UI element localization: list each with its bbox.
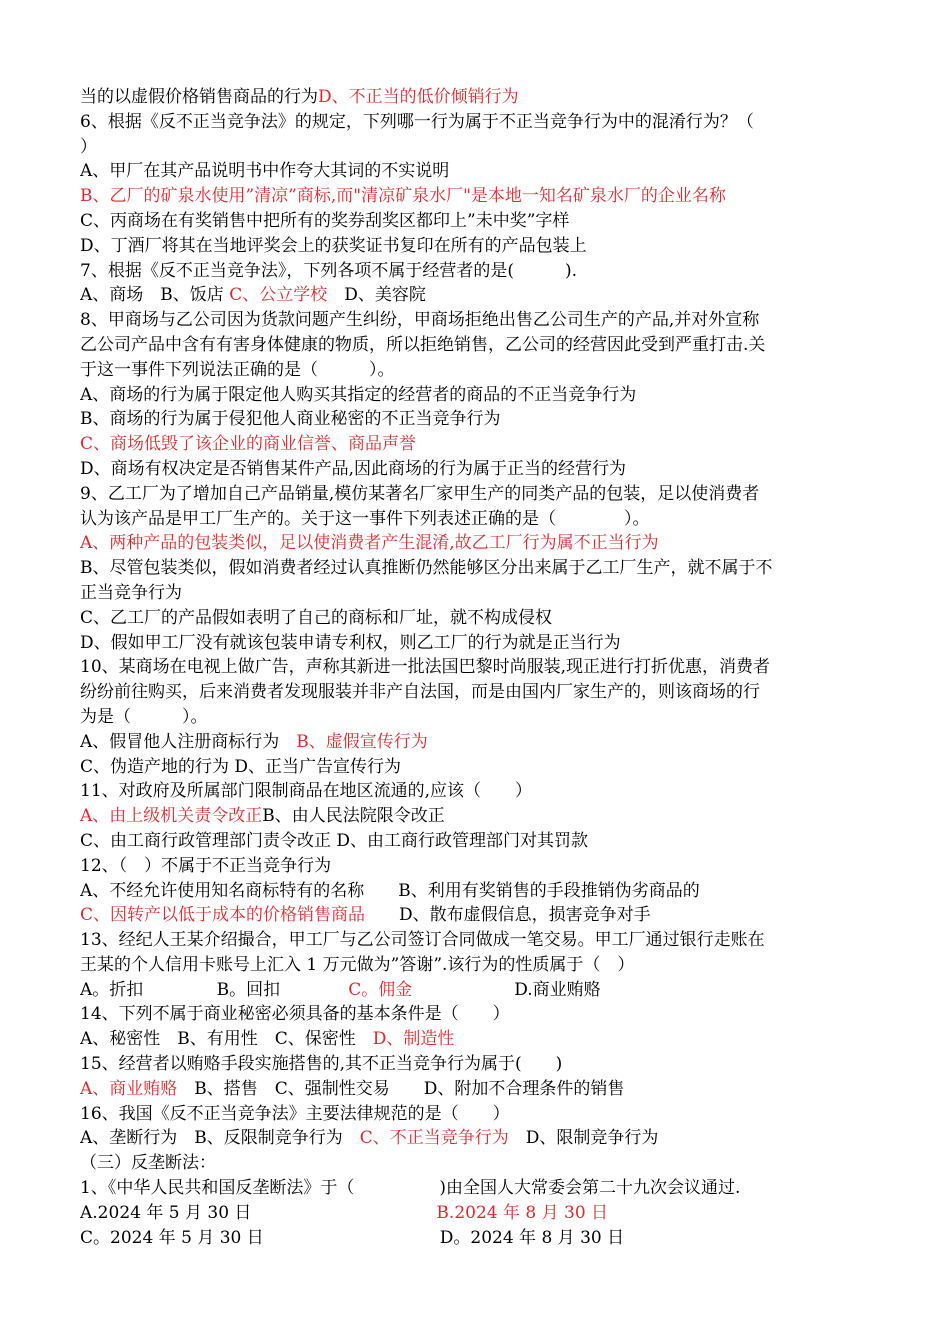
text-run: B、商场的行为属于侵犯他人商业秘密的不正当竞争行为 (80, 409, 501, 430)
answer-highlight: C、不正当竞争行为 (359, 1128, 509, 1149)
text-line (80, 383, 872, 408)
text-run: A.2024 年 5 月 30 日 (80, 1202, 252, 1223)
text-run: 当的以虚假价格销售商品的行为 (80, 87, 318, 107)
text-line (80, 1151, 872, 1176)
text-line (80, 779, 872, 804)
text-run: 王某的个人信用卡账号上汇入 1 万元做为”答谢”.该行为的性质属于（ ） (80, 954, 635, 975)
text-run: D、丁酒厂将其在当地评奖会上的获奖证书复印在所有的产品包装上 (80, 235, 587, 256)
answer-highlight: A、两种产品的包装类似，足以使消费者产生混淆,故乙工厂行为属不正当行为 (80, 533, 659, 554)
text-run: C、伪造产地的行为 D、正当广告宣传行为 (80, 756, 402, 777)
text-line (80, 159, 872, 184)
text-line (80, 755, 872, 780)
text-run: B、由人民法院限令改正 (262, 806, 445, 827)
text-run: D、美容院 (327, 285, 426, 306)
text-line (80, 581, 872, 606)
answer-highlight: A、由上级机关责令改正 (80, 806, 263, 827)
text-run: 于这一事件下列说法正确的是（ ）。 (80, 359, 395, 380)
text-line (80, 1077, 872, 1102)
text-line (80, 259, 872, 284)
text-run: 13、经纪人王某介绍撮合，甲工厂与乙公司签订合同做成一笔交易。甲工厂通过银行走账在 (80, 930, 765, 951)
text-run: B、尽管包装类似，假如消费者经过认真推断仍然能够区分出来属于乙工厂生产，就不属于不 (80, 558, 773, 579)
text-line (80, 606, 872, 631)
text-line (80, 730, 872, 755)
text-run: 为是（ ）。 (80, 706, 208, 727)
text-run: B、搭售 C、强制性交易 D、附加不合理条件的销售 (177, 1078, 625, 1099)
text-line (80, 631, 872, 656)
text-run: D。2024 年 8 月 30 日 (439, 1227, 625, 1248)
text-line (80, 358, 872, 383)
text-run: （三）反垄断法： (80, 1153, 216, 1174)
text-line (80, 1027, 872, 1052)
text-line (80, 1102, 872, 1127)
text-run: C、由工商行政管理部门责令改正 D、由工商行政管理部门对其罚款 (80, 830, 589, 851)
text-line (80, 680, 872, 705)
text-line (80, 854, 872, 879)
text-run: A、甲厂在其产品说明书中作夸大其词的不实说明 (80, 161, 450, 182)
text-line (80, 85, 872, 110)
text-line (80, 1002, 872, 1027)
answer-highlight: C、因转产以低于成本的价格销售商品 (80, 905, 366, 926)
text-line (80, 953, 872, 978)
text-line (80, 283, 872, 308)
text-run: ） (80, 136, 97, 157)
text-line (80, 333, 872, 358)
text-line (80, 482, 872, 507)
text-run: 15、经营者以贿赂手段实施搭售的,其不正当竞争行为属于( ) (80, 1054, 563, 1075)
text-run: 16、我国《反不正当竞争法》主要法律规范的是（ ） (80, 1103, 510, 1124)
text-line (80, 655, 872, 680)
text-run: D、假如甲工厂没有就该包装申请专利权，则乙工厂的行为就是正当行为 (80, 632, 621, 653)
text-line (80, 1201, 872, 1226)
text-line (80, 829, 872, 854)
text-run: 10、某商场在电视上做广告，声称其新进一批法国巴黎时尚服装,现正进行打折优惠，消费者 (80, 657, 771, 678)
text-run: 14、下列不属于商业秘密必须具备的基本条件是（ ） (80, 1004, 510, 1025)
text-run: D、散布虚假信息，损害竞争对手 (365, 905, 651, 926)
text-run: A、秘密性 B、有用性 C、保密性 (80, 1029, 373, 1050)
text-run: 1、《中华人民共和国反垄断法》于（ )由全国人大常委会第二十九次会议通过. (80, 1178, 741, 1199)
text-run: 12、（ ）不属于不正当竞争行为 (80, 855, 332, 876)
text-run: C。2024 年 5 月 30 日 (80, 1227, 264, 1248)
text-line (80, 308, 872, 333)
text-line (80, 110, 872, 135)
text-line (80, 234, 872, 259)
text-run: 11、对政府及所属部门限制商品在地区流通的,应该（ ） (80, 781, 533, 802)
text-run: A、商场 B、饭店 (80, 285, 230, 306)
answer-highlight: B、虚假宣传行为 (296, 731, 428, 752)
answer-highlight: D、不正当的低价倾销行为 (318, 87, 519, 107)
text-run: 纷纷前往购买，后来消费者发现服装并非产自法国，而是由国内厂家生产的，则该商场的行 (80, 682, 760, 703)
answer-highlight: B、乙厂的矿泉水使用”清凉”商标,而"清凉矿泉水厂"是本地一知名矿泉水厂的企业名称 (80, 186, 726, 207)
text-line (80, 209, 872, 234)
text-run: C、丙商场在有奖销售中把所有的奖券刮奖区都印上”未中奖”字样 (80, 210, 570, 231)
text-run: 乙公司产品中含有有害身体健康的物质，所以拒绝销售，乙公司的经营因此受到严重打击.关 (80, 334, 766, 355)
text-line (80, 705, 872, 730)
answer-highlight: A、商业贿赂 (80, 1078, 178, 1099)
text-run: C、乙工厂的产品假如表明了自己的商标和厂址，就不构成侵权 (80, 607, 553, 628)
answer-highlight: B.2024 年 8 月 30 日 (436, 1202, 609, 1223)
text-line (80, 556, 872, 581)
text-line (80, 432, 872, 457)
text-line (80, 184, 872, 209)
text-run: A、假冒他人注册商标行为 (80, 731, 297, 752)
text-line (80, 531, 872, 556)
answer-highlight: C、商场低毁了该企业的商业信誉、商品声誉 (80, 434, 417, 455)
text-line (80, 407, 872, 432)
text-line (80, 1176, 872, 1201)
text-line (80, 1226, 872, 1251)
answer-highlight: C、公立学校 (229, 285, 328, 306)
text-line (80, 1052, 872, 1077)
answer-highlight: D、制造性 (372, 1029, 455, 1050)
text-run: 7、根据《反不正当竞争法》，下列各项不属于经营者的是( ). (80, 260, 577, 281)
text-run: 6、根据《反不正当竞争法》的规定，下列哪一行为属于不正当竞争行为中的混淆行为？（ (80, 111, 754, 132)
text-run: D、商场有权决定是否销售某件产品,因此商场的行为属于正当的经营行为 (80, 458, 627, 479)
text-line (80, 804, 872, 829)
text-line (80, 135, 872, 160)
text-line (80, 928, 872, 953)
text-run: D、限制竞争行为 (508, 1128, 659, 1149)
text-run: A、垄断行为 B、反限制竞争行为 (80, 1128, 360, 1149)
text-run: 正当竞争行为 (80, 582, 182, 603)
text-run: D.商业贿赂 (412, 979, 601, 1000)
text-line (80, 978, 872, 1003)
text-run: A。折扣 B。回扣 (80, 979, 349, 1000)
text-run: 9、乙工厂为了增加自己产品销量,模仿某著名厂家甲生产的同类产品的包装，足以使消费者 (80, 483, 760, 504)
text-line (80, 507, 872, 532)
text-line (80, 879, 872, 904)
text-line (80, 457, 872, 482)
text-run: A、商场的行为属于限定他人购买其指定的经营者的商品的不正当竞争行为 (80, 384, 637, 405)
answer-highlight: C。佣金 (348, 979, 413, 1000)
text-line (80, 1126, 872, 1151)
text-line (80, 903, 872, 928)
text-run: 认为该产品是甲工厂生产的。关于这一事件下列表述正确的是（ ）。 (80, 508, 650, 529)
text-run: A、不经允许使用知名商标特有的名称 B、利用有奖销售的手段推销伪劣商品的 (80, 880, 700, 901)
text-run: 8、甲商场与乙公司因为货款问题产生纠纷，甲商场拒绝出售乙公司生产的产品,并对外宣称 (80, 310, 760, 331)
